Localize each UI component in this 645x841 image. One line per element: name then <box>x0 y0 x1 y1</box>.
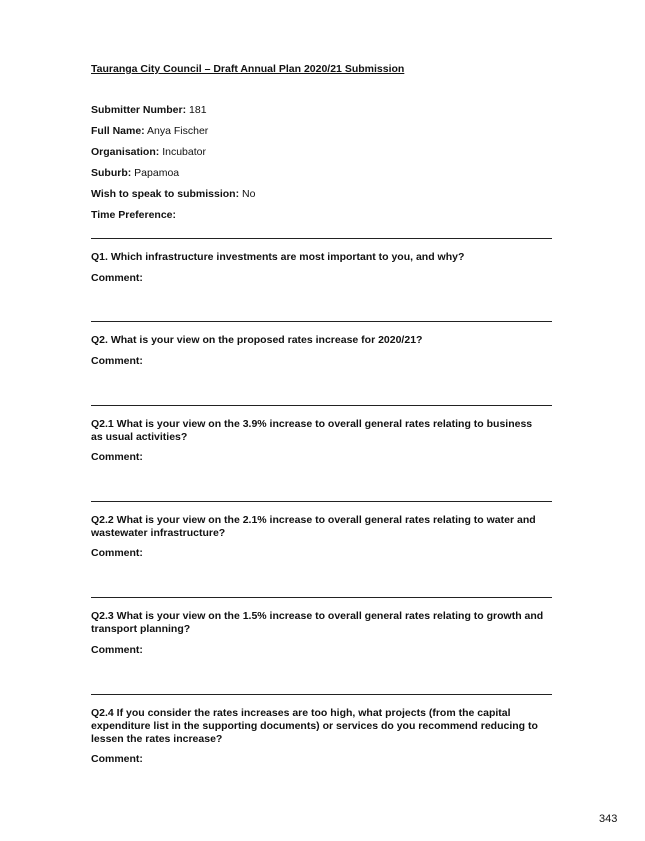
question-q2-2: Q2.2 What is your view on the 2.1% increase to overall general rates relating to water and wastewater infrastructure? <box>91 514 536 539</box>
section-divider <box>91 501 552 502</box>
question-q2-1: Q2.1 What is your view on the 3.9% increase to overall general rates relating to business as usual activities? <box>91 418 533 443</box>
field-time-preference <box>91 209 176 222</box>
field-label: Time Preference: <box>91 209 177 221</box>
field-value: Papamoa <box>134 167 180 179</box>
question-q2-3: Q2.3 What is your view on the 1.5% increase to overall general rates relating to growth and transport planning? <box>91 610 544 635</box>
question-q1: Q1. Which infrastructure investments are most important to you, and why? <box>91 251 465 263</box>
section-divider <box>91 238 552 239</box>
field-label: Full Name: <box>91 125 145 137</box>
question-q2: Q2. What is your view on the proposed rates increase for 2020/21? <box>91 334 423 346</box>
section-divider <box>91 694 552 695</box>
field-value: Anya Fischer <box>147 125 209 137</box>
field-submitter-number <box>91 104 207 117</box>
field-label: Organisation: <box>91 146 160 158</box>
field-value: No <box>242 188 256 200</box>
page-number: 343 <box>599 813 618 825</box>
comment-label-q2-1: Comment: <box>91 451 143 463</box>
document-title: Tauranga City Council – Draft Annual Plan 2020/21 Submission <box>91 63 405 75</box>
field-full-name <box>91 125 208 138</box>
section-divider <box>91 321 552 322</box>
field-value: Incubator <box>162 146 206 158</box>
field-label: Suburb: <box>91 167 132 179</box>
comment-label-q2: Comment: <box>91 355 143 367</box>
section-divider <box>91 597 552 598</box>
comment-label-q2-4: Comment: <box>91 753 143 765</box>
comment-label-q1: Comment: <box>91 272 143 284</box>
field-organisation <box>91 146 206 159</box>
field-label: Wish to speak to submission: <box>91 188 240 200</box>
comment-label-q2-3: Comment: <box>91 644 143 656</box>
field-value: 181 <box>189 104 207 116</box>
field-suburb <box>91 167 179 180</box>
section-divider <box>91 405 552 406</box>
question-q2-4: Q2.4 If you consider the rates increases are too high, what projects (from the capital expenditure list in the supporting documents) or services do you recommend reducing to lessen the rates increase? <box>91 707 538 745</box>
field-label: Submitter Number: <box>91 104 187 116</box>
comment-label-q2-2: Comment: <box>91 547 143 559</box>
field-wish-to-speak <box>91 188 255 201</box>
